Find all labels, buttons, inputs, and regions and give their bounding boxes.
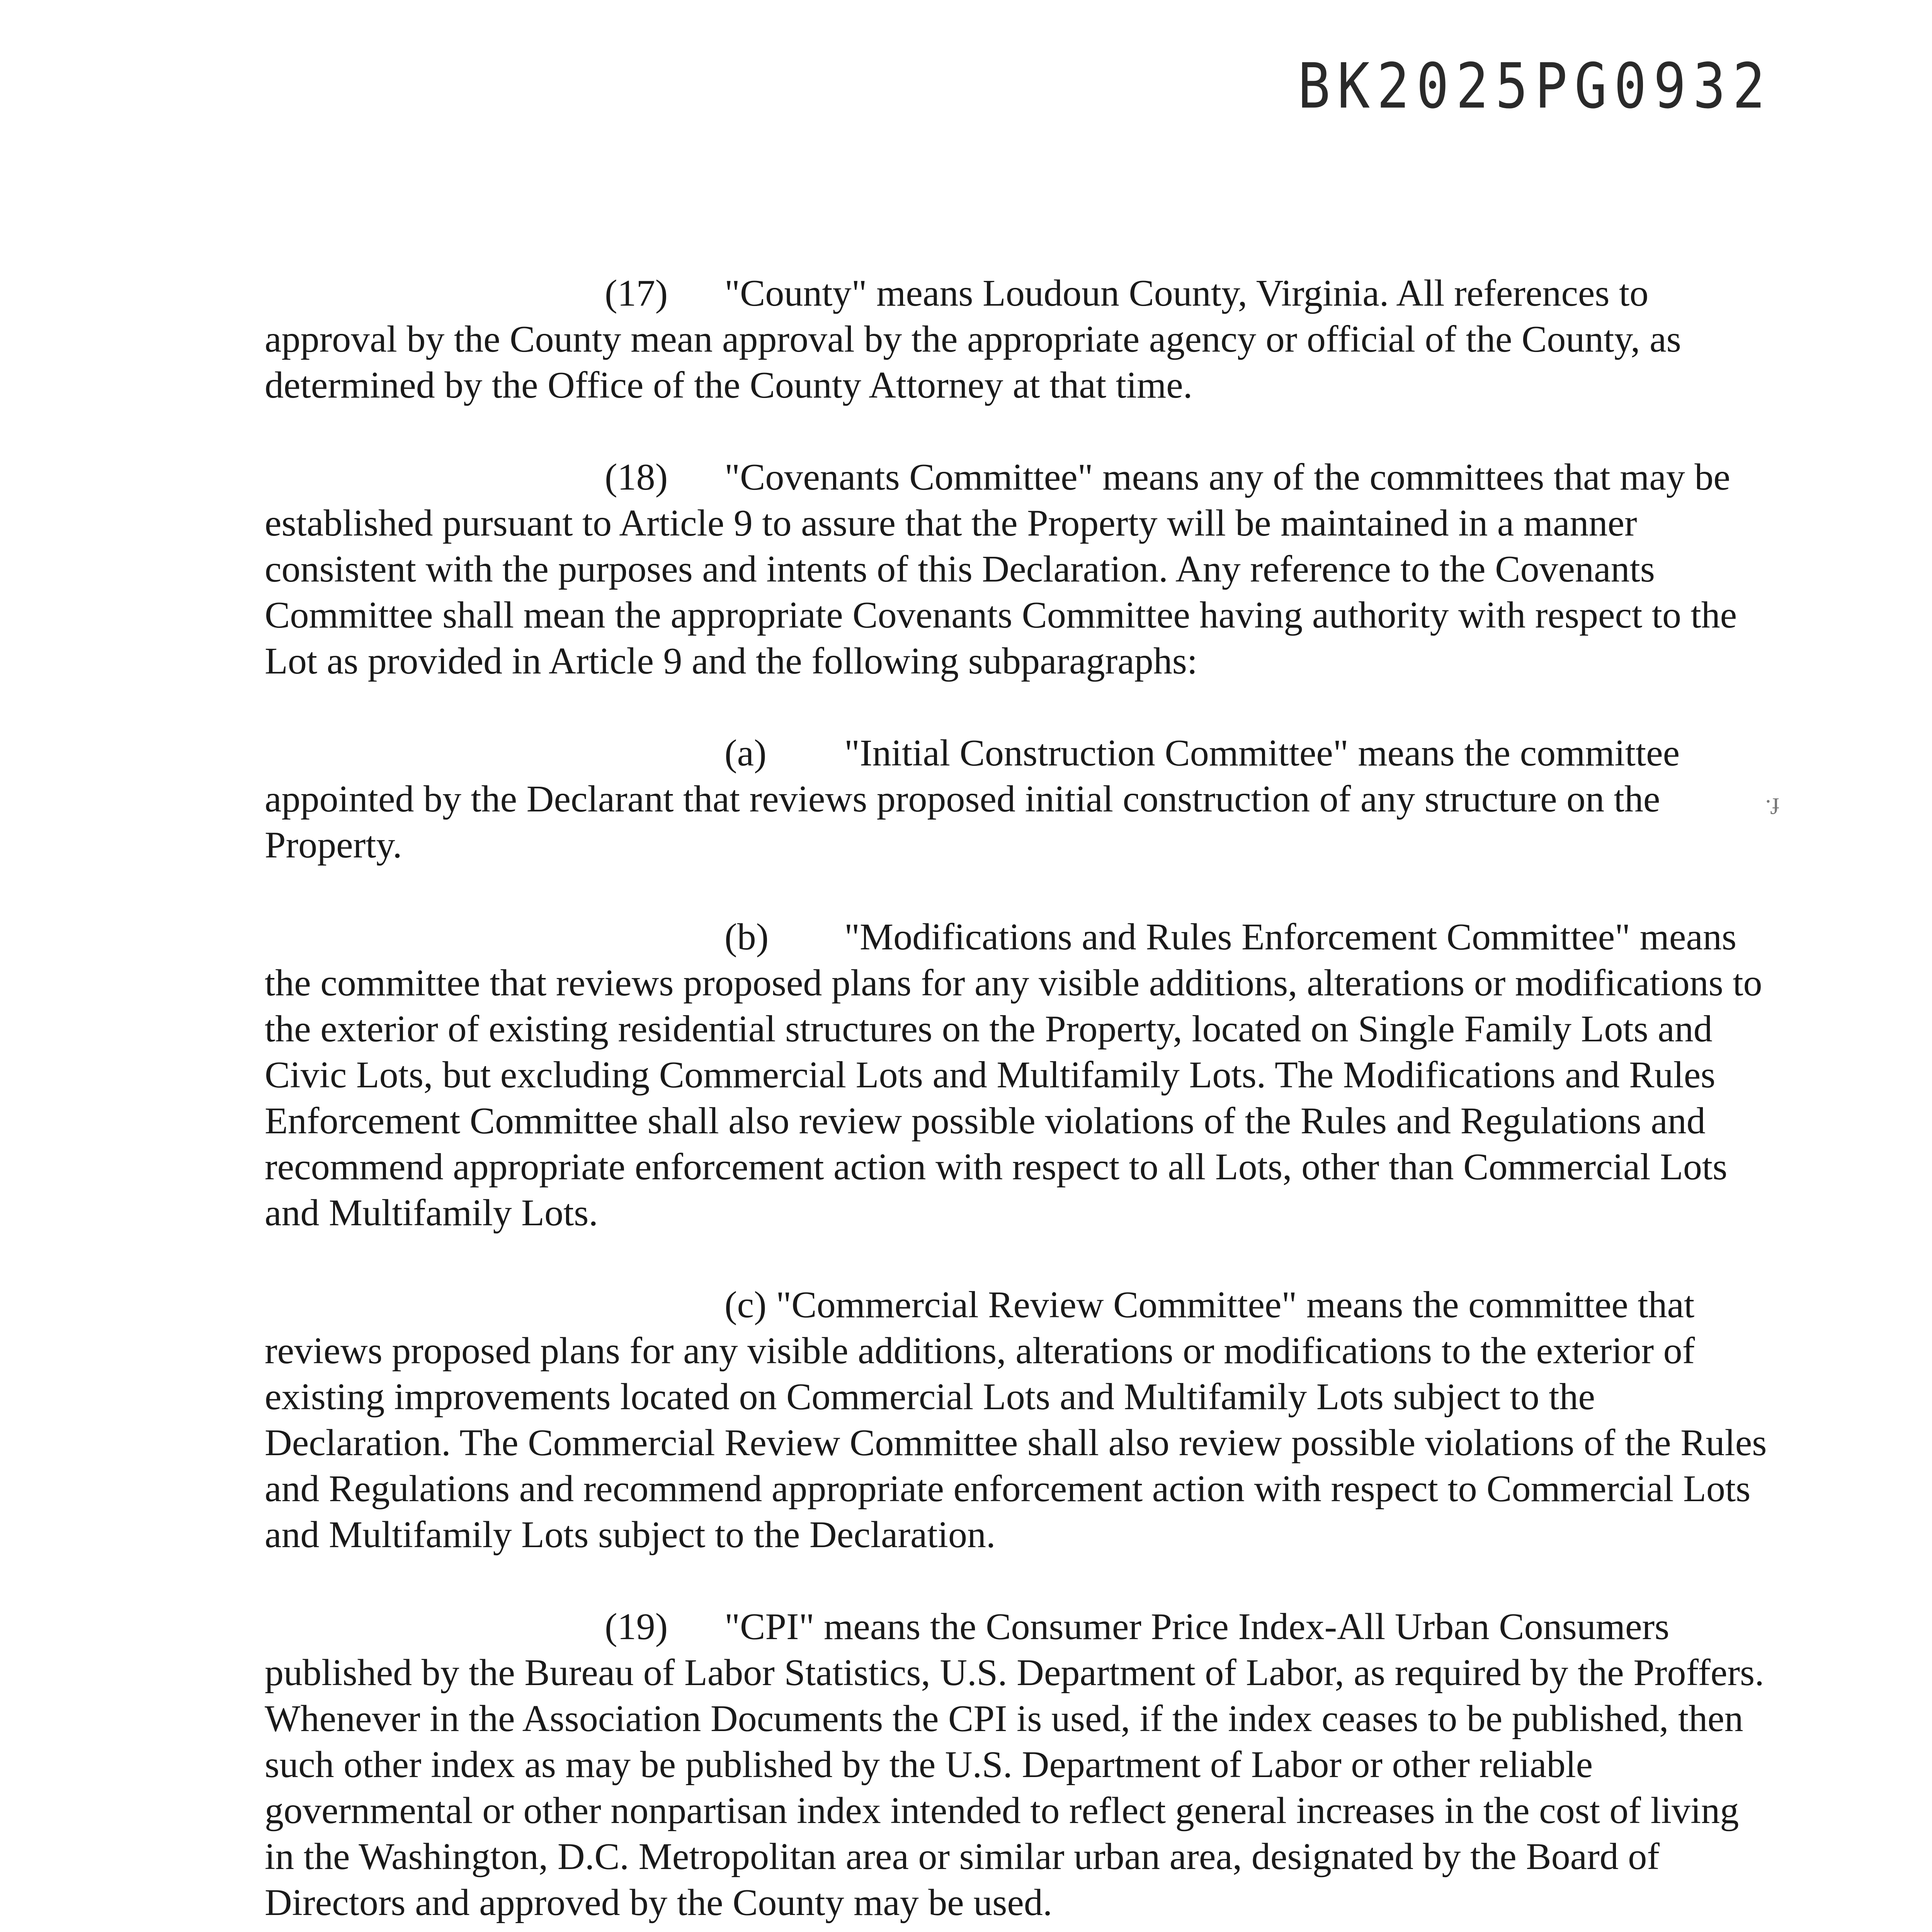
definition-paragraph-19 (265, 1604, 1772, 1926)
document-body (265, 270, 1772, 1932)
definition-paragraph-18 (265, 454, 1772, 684)
subparagraph-c (265, 1282, 1772, 1558)
paragraph-number: (18) (605, 456, 668, 498)
paragraph-text: "County" means Loudoun County, Virginia. All references to approval by the County mean approval by the appropriate agency or official of the County, as determined by the Office of the County Attorney at that time. (265, 272, 1681, 406)
paragraph-text: "CPI" means the Consumer Price Index-All Urban Consumers published by the Bureau of Labor Statistics, U.S. Department of Labor, as required by the Proffers. Whenever in the Association Documents the CPI is used, if the index ceases to be published, then such other index as may be published by the U.S. Department of Labor or other reliable governmental or other nonpartisan index intended to reflect general increases in the cost of living in the Washington, D.C. Metropolitan area or similar urban area, designated by the Board of Directors and approved by the County may be used. (265, 1606, 1764, 1923)
paragraph-number: (17) (605, 272, 668, 314)
subparagraph-b (265, 914, 1772, 1236)
paragraph-text: "Commercial Review Committee" means the committee that reviews proposed plans for any visible additions, alterations or modifications to the exterior of existing improvements located on Commercial Lots and Multifamily Lots subject to the Declaration. The Commercial Review Committee shall also review possible violations of the Rules and Regulations and recommend appropriate enforcement action with respect to Commercial Lots and Multifamily Lots subject to the Declaration. (265, 1284, 1767, 1556)
definition-paragraph-17 (265, 270, 1772, 408)
subparagraph-letter: (c) (724, 1284, 767, 1326)
paragraph-text: "Modifications and Rules Enforcement Committee" means the committee that reviews proposed plans for any visible additions, alterations or modifications to the exterior of existing residential structures on the Property, located on Single Family Lots and Civic Lots, but excluding Commercial Lots and Multifamily Lots. The Modifications and Rules Enforcement Committee shall also review possible violations of the Rules and Regulations and recommend appropriate enforcement action with respect to all Lots, other than Commercial Lots and Multifamily Lots. (265, 916, 1762, 1234)
subparagraph-letter: (b) (724, 916, 769, 958)
subparagraph-letter: (a) (724, 732, 767, 774)
scan-artifact-mark: ·ɟ (1764, 789, 1780, 814)
book-page-stamp: BK2025PG0932 (1298, 50, 1772, 123)
paragraph-text: "Covenants Committee" means any of the committees that may be established pursuant to Article 9 to assure that the Property will be maintained in a manner consistent with the purposes and intents of this Declaration. Any reference to the Covenants Committee shall mean the appropriate Covenants Committee having authority with respect to the Lot as provided in Article 9 and the following subparagraphs: (265, 456, 1737, 682)
subparagraph-a (265, 730, 1772, 868)
paragraph-number: (19) (605, 1606, 668, 1648)
paragraph-text: "Initial Construction Committee" means the committee appointed by the Declarant that reviews proposed initial construction of any structure on the Property. (265, 732, 1680, 866)
